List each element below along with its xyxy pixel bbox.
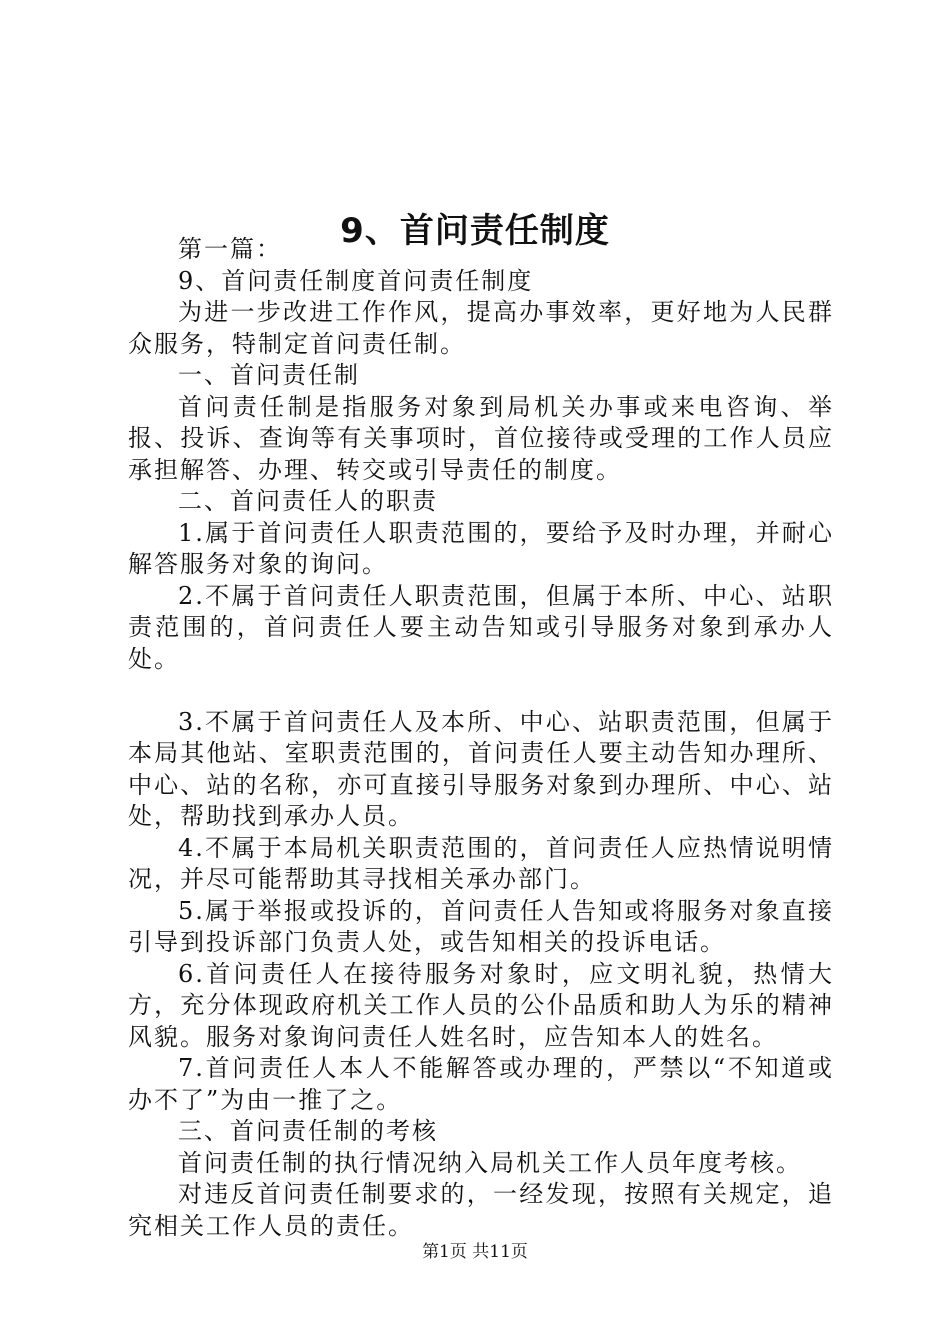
document-title: 9、首问责任制度: [340, 210, 610, 251]
list-item: 6.首问责任人在接待服务对象时，应文明礼貌，热情大方，充分体现政府机关工作人员的公仆品质和助人为乐的精神风貌。服务对象询问责任人姓名时，应告知本人的姓名。: [128, 959, 834, 1051]
section-heading: 二、首问责任人的职责: [178, 487, 438, 515]
section-heading: 第一篇：: [178, 235, 282, 263]
list-item: 3.不属于首问责任人及本所、中心、站职责范围，但属于本局其他站、室职责范围的，首问责任人要主动告知办理所、中心、站的名称，亦可直接引导服务对象到办理所、中心、站处，帮助找到承办人员。: [128, 707, 834, 830]
paragraph: 为进一步改进工作作风，提高办事效率，更好地为人民群众服务，特制定首问责任制。: [128, 298, 834, 358]
list-item: 2.不属于首问责任人职责范围，但属于本所、中心、站职责范围的，首问责任人要主动告知或引导服务对象到承办人处。: [128, 581, 834, 673]
list-item: 1.属于首问责任人职责范围的，要给予及时办理，并耐心解答服务对象的询问。: [128, 518, 834, 578]
section-heading: 一、首问责任制: [178, 361, 360, 389]
page-footer: 第1页 共11页: [422, 1242, 528, 1262]
paragraph: 首问责任制的执行情况纳入局机关工作人员年度考核。: [178, 1148, 802, 1177]
paragraph: 首问责任制是指服务对象到局机关办事或来电咨询、举报、投诉、查询等有关事项时，首位接待或受理的工作人员应承担解答、办理、转交或引导责任的制度。: [128, 392, 834, 484]
paragraph: 对违反首问责任制要求的，一经发现，按照有关规定，追究相关工作人员的责任。: [128, 1180, 834, 1240]
list-item: 7.首问责任人本人不能解答或办理的，严禁以“不知道或办不了”为由一推了之。: [128, 1054, 834, 1114]
section-heading: 三、首问责任制的考核: [178, 1117, 438, 1145]
document-body: [128, 234, 834, 1242]
list-item: 4.不属于本局机关职责范围的，首问责任人应热情说明情况，并尽可能帮助其寻找相关承办部门。: [128, 833, 834, 893]
subtitle: 9、首问责任制度首问责任制度: [178, 266, 534, 295]
list-item: 5.属于举报或投诉的，首问责任人告知或将服务对象直接引导到投诉部门负责人处，或告知相关的投诉电话。: [128, 896, 834, 956]
